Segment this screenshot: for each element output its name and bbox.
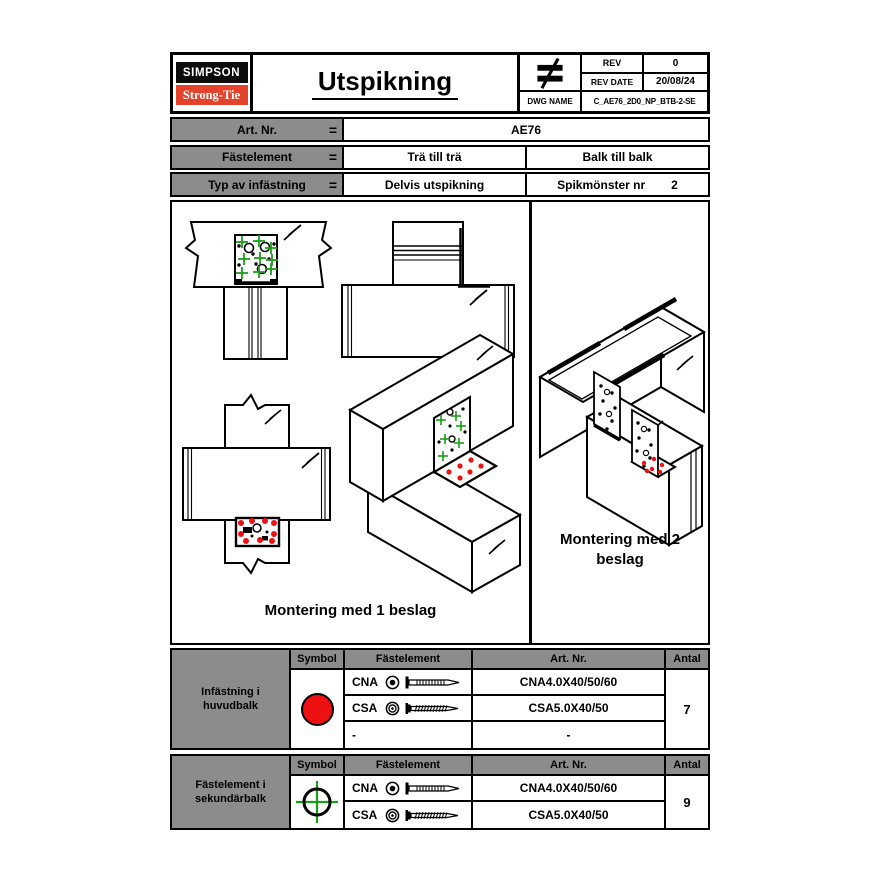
fastener-header: Fästelement bbox=[345, 756, 473, 776]
info-row-attachment-type bbox=[170, 172, 710, 197]
nail-pattern-cell bbox=[527, 174, 708, 195]
wood-screw-icon bbox=[405, 702, 461, 715]
attachment-type-value: Delvis utspikning bbox=[344, 174, 527, 195]
title-block bbox=[170, 52, 710, 114]
rev-date-label: REV DATE bbox=[582, 74, 644, 93]
logo-strongtie: Strong-Tie bbox=[176, 85, 248, 105]
title-cell bbox=[253, 55, 517, 111]
cna-artnr: CNA4.0X40/50/60 bbox=[473, 670, 666, 696]
csa-artnr: CSA5.0X40/50 bbox=[473, 802, 666, 828]
revision-block bbox=[517, 55, 707, 111]
nail-pattern-label: Spikmönster nr bbox=[557, 177, 646, 192]
main-beam-table-label: Infästning i huvudbalk bbox=[172, 650, 291, 748]
nail-pattern-number: 2 bbox=[671, 177, 678, 192]
artnr-header: Art. Nr. bbox=[473, 650, 666, 670]
artnr-header: Art. Nr. bbox=[473, 756, 666, 776]
artnr-label-cell bbox=[172, 119, 344, 140]
page-title: Utspikning bbox=[312, 66, 458, 100]
dwg-name-value: C_AE76_2D0_NP_BTB-2-SE bbox=[593, 97, 696, 107]
csa-code: CSA bbox=[352, 701, 378, 715]
csa-code: CSA bbox=[352, 808, 378, 822]
cna-code: CNA bbox=[352, 781, 378, 795]
qty-header: Antal bbox=[666, 650, 708, 670]
rev-date-value: 20/08/24 bbox=[644, 74, 707, 93]
csa-head-icon bbox=[385, 701, 400, 716]
fastener-header: Fästelement bbox=[345, 650, 473, 670]
ring-shank-nail-icon bbox=[405, 676, 461, 689]
two-bracket-view bbox=[532, 202, 708, 642]
cna-artnr: CNA4.0X40/50/60 bbox=[473, 776, 666, 802]
secondary-beam-qty: 9 bbox=[683, 794, 691, 810]
cna-code: CNA bbox=[352, 675, 378, 689]
dash-artnr: - bbox=[473, 722, 666, 748]
secondary-beam-table-label: Fästelement i sekundärbalk bbox=[172, 756, 291, 828]
assembly-views-drawing bbox=[172, 202, 529, 642]
symbol-header: Symbol bbox=[291, 650, 345, 670]
equals-sign: = bbox=[328, 176, 337, 193]
equals-sign: = bbox=[328, 149, 337, 165]
ring-shank-nail-icon bbox=[405, 782, 461, 795]
rev-label: REV bbox=[582, 55, 644, 74]
attachment-type-label: Typ av infästning bbox=[208, 177, 306, 192]
drawing-panel bbox=[170, 200, 710, 645]
secondary-beam-fastener-table bbox=[170, 754, 710, 830]
csa-head-icon bbox=[385, 808, 400, 823]
red-circle-symbol-icon bbox=[301, 693, 334, 726]
green-crosshair-symbol-icon bbox=[294, 779, 340, 825]
projection-symbol-icon bbox=[520, 55, 582, 92]
fastener-label-cell bbox=[172, 147, 344, 168]
cna-head-icon bbox=[385, 781, 400, 796]
cna-fastener-cell bbox=[345, 776, 473, 802]
attachment-type-label-cell bbox=[172, 174, 344, 195]
logo-simpson: SIMPSON bbox=[176, 62, 248, 83]
symbol-header: Symbol bbox=[291, 756, 345, 776]
dash-fastener-cell bbox=[345, 722, 473, 748]
document bbox=[170, 52, 710, 830]
dash-code: - bbox=[352, 728, 356, 742]
main-beam-qty: 7 bbox=[683, 701, 691, 717]
one-bracket-views bbox=[172, 202, 529, 642]
caption-one-bracket: Montering med 1 beslag bbox=[264, 602, 437, 619]
equals-sign: = bbox=[328, 121, 337, 138]
artnr-label: Art. Nr. bbox=[236, 122, 277, 137]
csa-fastener-cell bbox=[345, 696, 473, 722]
artnr-value: AE76 bbox=[510, 122, 542, 137]
cna-fastener-cell bbox=[345, 670, 473, 696]
wood-screw-icon bbox=[405, 809, 461, 822]
secondary-beam-symbol-cell bbox=[291, 776, 345, 828]
fastener-value-left: Trä till trä bbox=[344, 147, 527, 168]
fastener-value-right: Balk till balk bbox=[582, 150, 653, 164]
isometric-two-brackets-drawing bbox=[532, 202, 710, 642]
main-beam-symbol-cell bbox=[291, 670, 345, 748]
csa-artnr: CSA5.0X40/50 bbox=[473, 696, 666, 722]
qty-header: Antal bbox=[666, 756, 708, 776]
info-row-fastener bbox=[170, 145, 710, 170]
company-logo bbox=[173, 55, 253, 111]
csa-fastener-cell bbox=[345, 802, 473, 828]
info-row-artnr bbox=[170, 117, 710, 142]
cna-head-icon bbox=[385, 675, 400, 690]
caption-two-brackets: Montering med 2 beslag bbox=[559, 531, 680, 568]
fastener-label: Fästelement bbox=[221, 150, 293, 164]
main-beam-fastener-table bbox=[170, 648, 710, 750]
rev-value: 0 bbox=[644, 55, 707, 74]
dwg-name-label: DWG NAME bbox=[520, 92, 582, 111]
